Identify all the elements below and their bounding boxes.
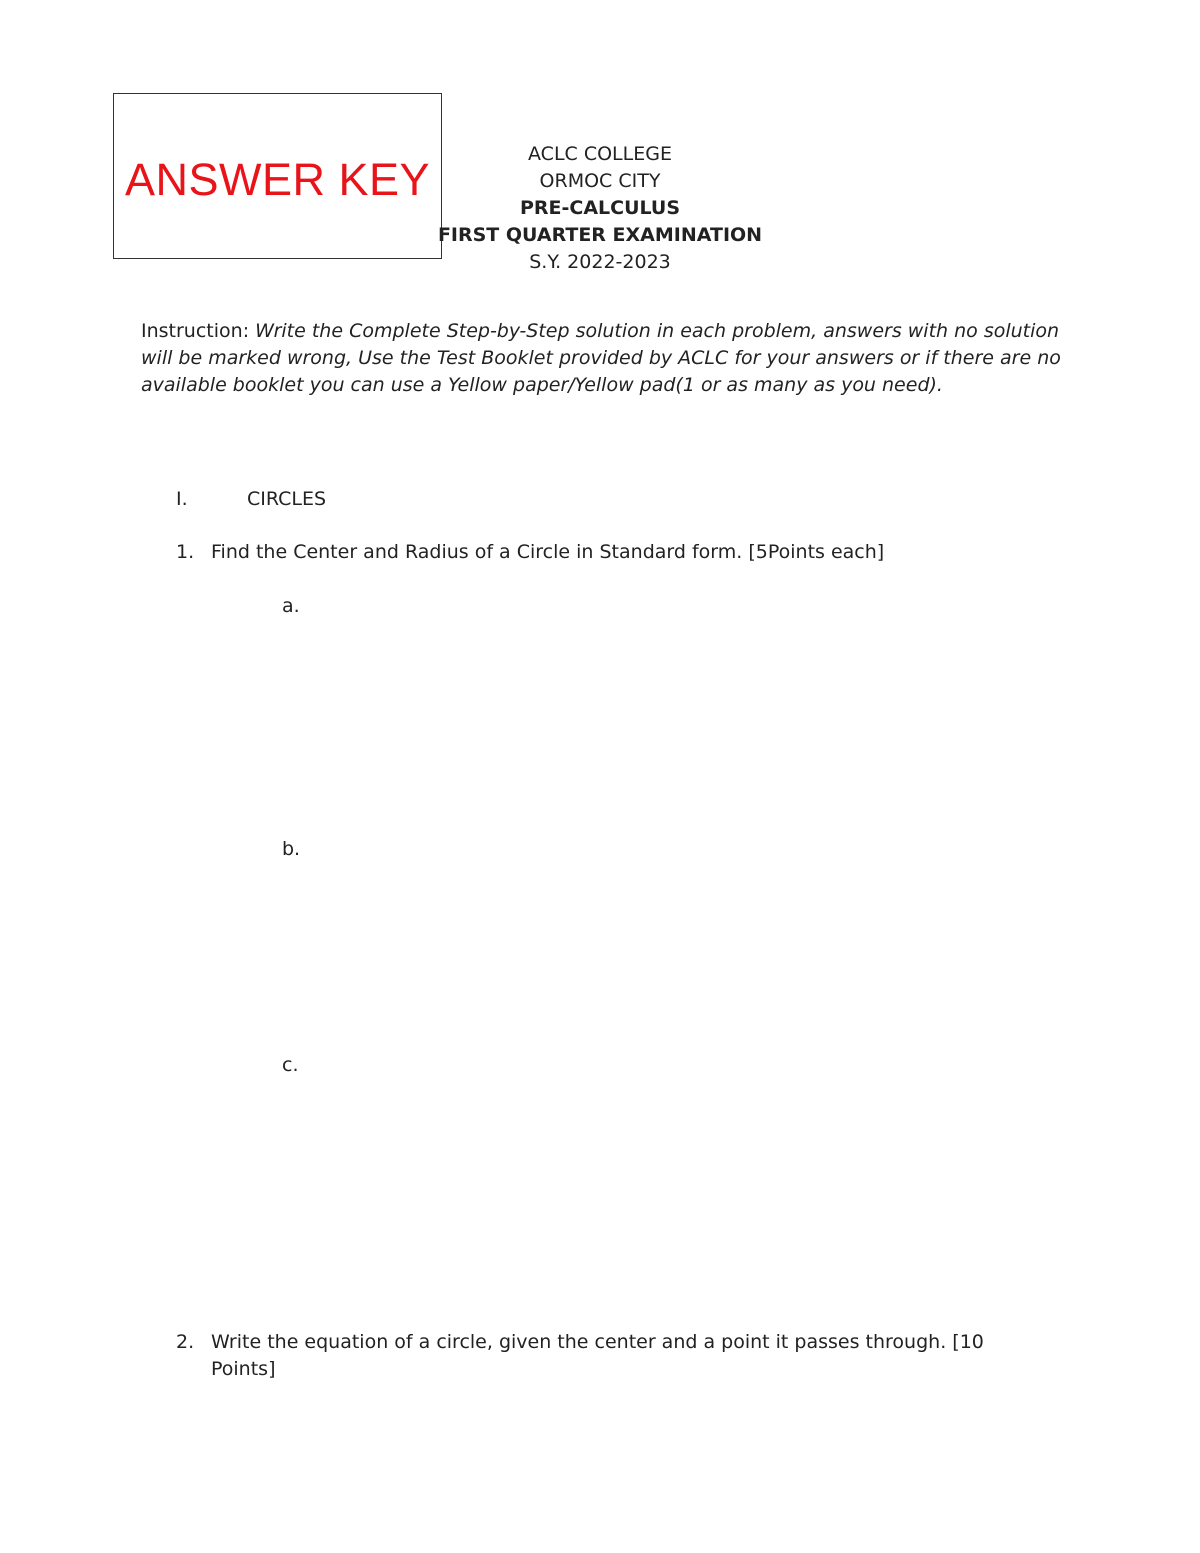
question-2	[176, 1329, 1036, 1383]
question-1-item-b: b.	[282, 838, 301, 860]
answer-key-stamp	[113, 93, 442, 259]
question-1-number: 1.	[176, 541, 195, 563]
instruction-label: Instruction:	[141, 320, 256, 342]
question-1-item-c: c.	[282, 1054, 299, 1076]
question-2-text: Write the equation of a circle, given the center and a point it passes through. [10 Points]	[211, 1331, 984, 1380]
subject-title: PRE-CALCULUS	[519, 197, 681, 219]
school-city: ORMOC CITY	[539, 170, 661, 192]
instruction-paragraph	[141, 318, 1061, 399]
school-name: ACLC COLLEGE	[528, 143, 672, 165]
question-2-number: 2.	[176, 1331, 195, 1353]
question-1-text: Find the Center and Radius of a Circle in Standard form. [5Points each]	[211, 541, 885, 563]
section-numeral: I.	[176, 488, 188, 510]
section-title: CIRCLES	[247, 488, 327, 510]
answer-key-label: ANSWER KEY	[124, 154, 431, 205]
instruction-text: Write the Complete Step-by-Step solution in each problem, answers with no solution will be marked wrong, Use the Test Booklet provided by ACLC for your answers or if there are no available booklet you can use a Yellow paper/Yellow pad(1 or as many as you need).	[141, 320, 1061, 396]
exam-header	[400, 141, 800, 276]
exam-title: FIRST QUARTER EXAMINATION	[437, 224, 763, 246]
question-1	[176, 539, 1036, 566]
question-1-item-a: a.	[282, 595, 300, 617]
school-year: S.Y. 2022-2023	[529, 251, 671, 273]
section-heading	[176, 486, 326, 513]
